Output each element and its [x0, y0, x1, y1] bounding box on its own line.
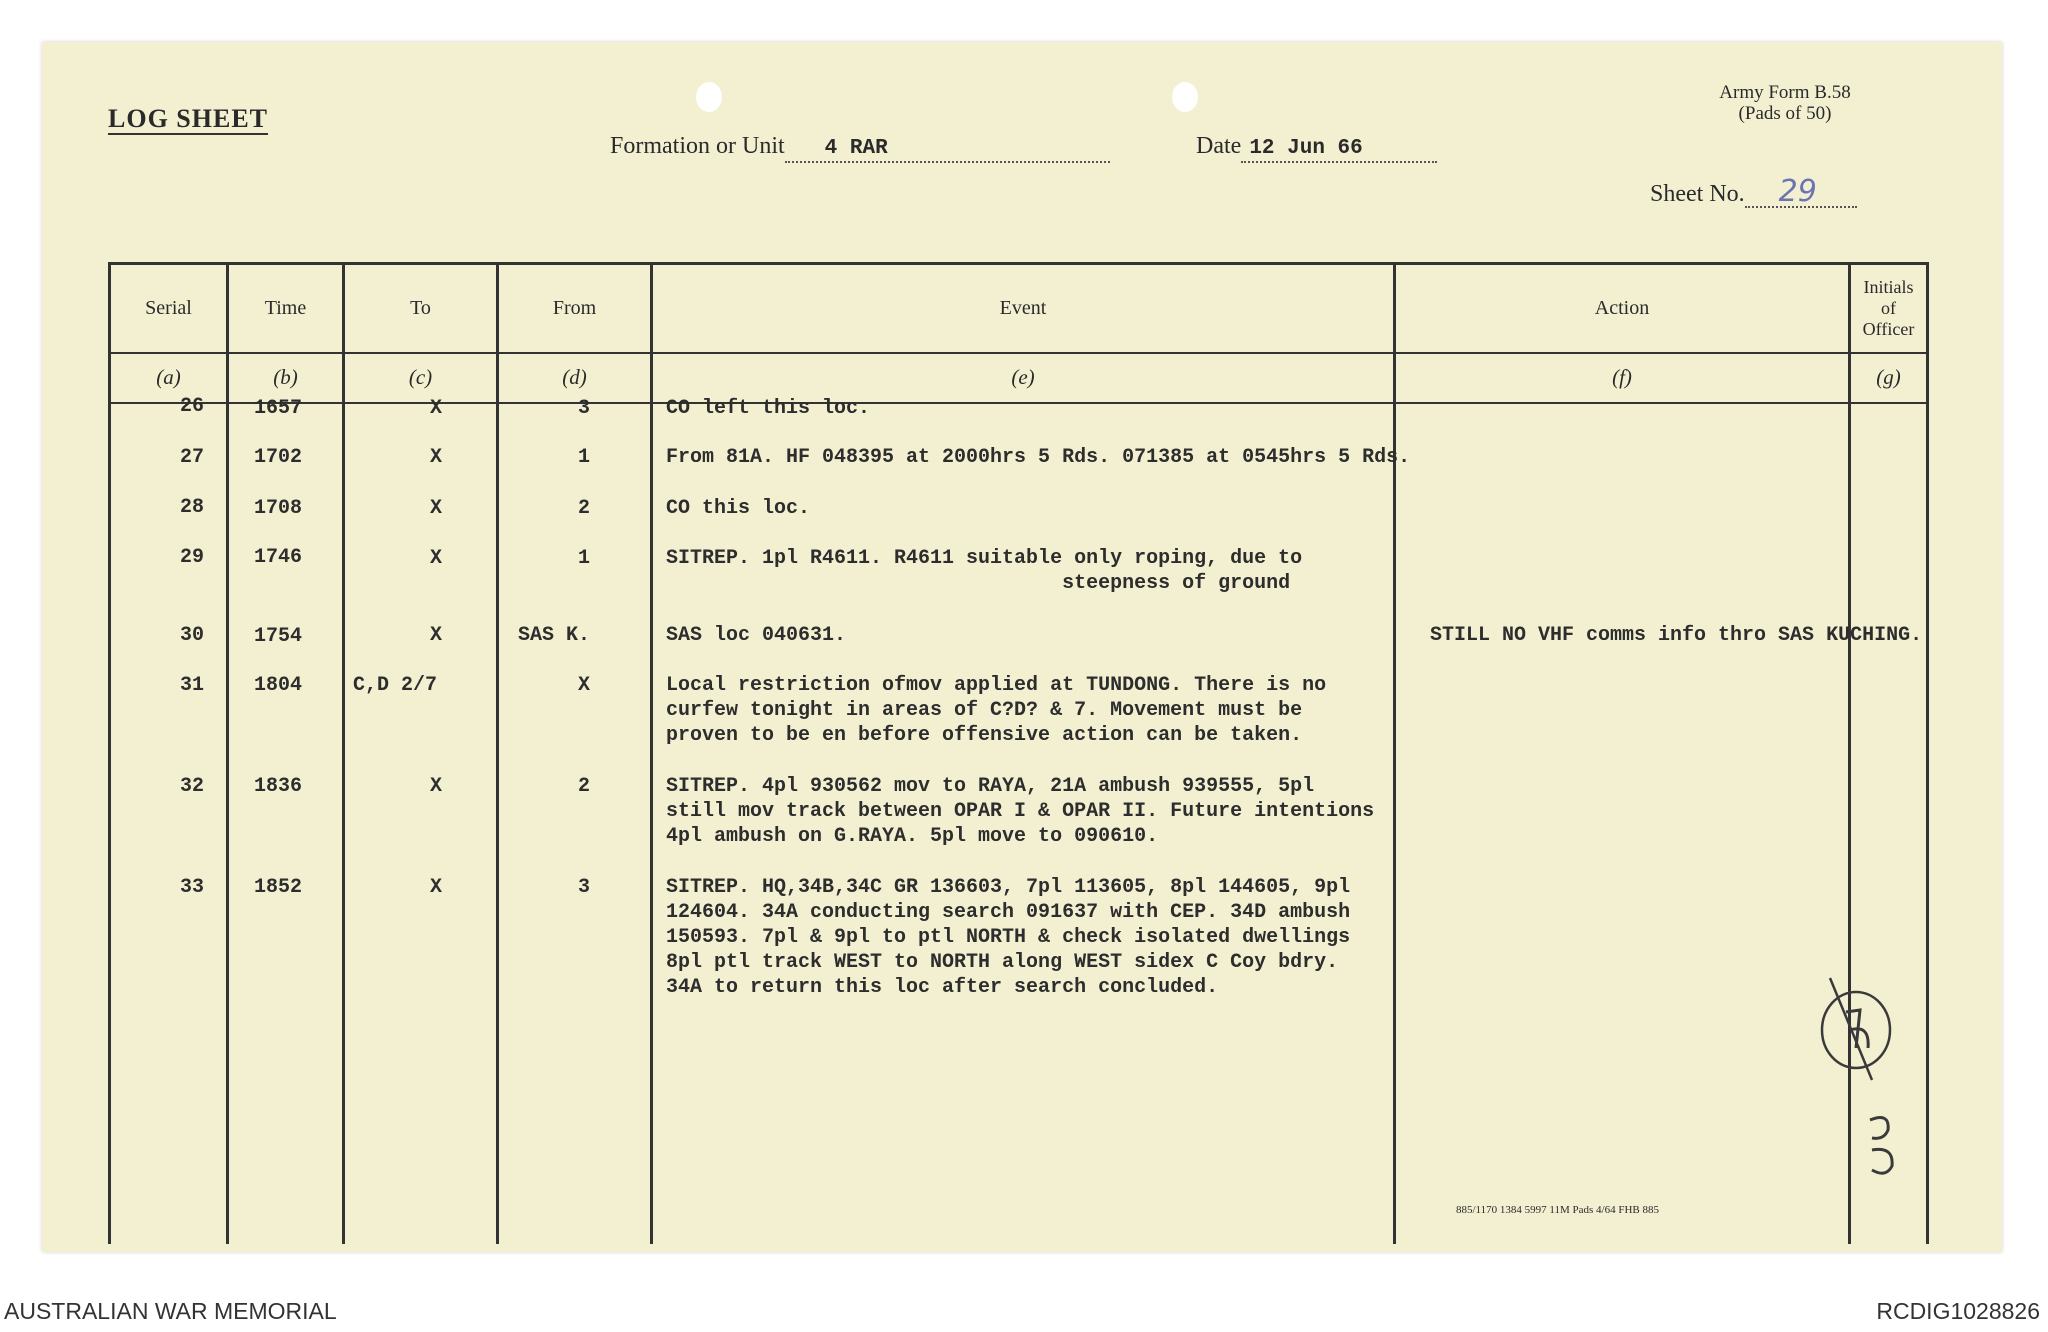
column-letter-b: (b) — [228, 353, 344, 403]
column-header-serial: Serial — [110, 264, 228, 353]
column-header-to: To — [344, 264, 498, 353]
entry-serial: 26 — [179, 395, 204, 418]
sheet-label: Sheet No. — [1650, 181, 1745, 207]
entry-event: From 81A. HF 048395 at 2000hrs 5 Rds. 071385 at 0545hrs 5 Rds. — [666, 446, 1411, 469]
column-letter-a: (a) — [110, 353, 228, 403]
column-header-action: Action — [1395, 264, 1850, 353]
army-form-reference — [1640, 82, 1930, 124]
column-letter-d: (d) — [498, 353, 652, 403]
entry-from: 2 — [577, 775, 590, 798]
entry-time: 1852 — [254, 876, 303, 899]
entry-time: 1746 — [254, 546, 303, 569]
entry-serial: 33 — [179, 876, 204, 899]
column-letter-f: (f) — [1395, 353, 1850, 403]
date-value-line — [1241, 134, 1437, 163]
entry-action: STILL NO VHF comms info thro SAS KUCHING. — [1430, 624, 1923, 647]
sheet-value-line — [1745, 174, 1857, 209]
entry-from: X — [577, 674, 590, 697]
serial-column-body — [110, 403, 228, 1244]
page-number-scribble — [1870, 1118, 1892, 1174]
handwritten-initials-mark — [1810, 970, 1920, 1190]
entry-to: X — [429, 624, 442, 647]
sheet-value: 29 — [1778, 174, 1817, 209]
pads-note: (Pads of 50) — [1738, 103, 1832, 124]
sheet-number-field — [1650, 174, 1857, 209]
archive-id: RCDIG1028826 — [1876, 1298, 2040, 1324]
entry-time: 1836 — [254, 775, 303, 798]
entry-event: Local restriction ofmov applied at TUNDONG. There is no curfew tonight in areas of C?D? & 7. Movement must be proven to be en before offensive action can be taken. — [666, 674, 1327, 747]
column-letter-row — [110, 353, 1928, 403]
entry-time: 1708 — [254, 497, 303, 520]
time-column-body — [228, 403, 344, 1244]
entry-to: X — [429, 775, 442, 798]
column-header-event: Event — [652, 264, 1395, 353]
punch-hole-left — [696, 82, 722, 112]
entry-event: SITREP. 4pl 930562 mov to RAYA, 21A ambush 939555, 5pl still mov track between OPAR I & OPAR II. Future intentions 4pl ambush on G.RAYA. 5pl move to 090610. — [666, 775, 1375, 848]
entry-event: SITREP. HQ,34B,34C GR 136603, 7pl 113605, 8pl 144605, 9pl 124604. 34A conducting search 091637 with CEP. 34D ambush 150593. 7pl & 9pl to ptl NORTH & check isolated dwellings 8pl ptl track WEST to NORTH along WEST sidex C Coy bdry. 34A to return this loc after search concluded. — [666, 876, 1351, 999]
entry-to: X — [429, 547, 442, 570]
army-form-number: Army Form B.58 — [1719, 82, 1851, 103]
date-label: Date — [1196, 133, 1242, 159]
from-column-body — [498, 403, 652, 1244]
entry-from: 2 — [577, 497, 590, 520]
entry-serial: 32 — [179, 775, 204, 798]
column-letter-c: (c) — [344, 353, 498, 403]
column-letter-g: (g) — [1850, 353, 1928, 403]
printer-imprint: 885/1170 1384 5997 11M Pads 4/64 FHB 885 — [1456, 1204, 1660, 1216]
unit-value-line — [785, 134, 1110, 163]
entry-from: 1 — [577, 446, 590, 469]
entry-to: X — [429, 446, 442, 469]
entry-time: 1754 — [254, 625, 303, 648]
entry-serial: 27 — [179, 446, 204, 469]
entry-to: X — [429, 397, 442, 420]
entry-to: X — [429, 876, 442, 899]
entry-time: 1657 — [254, 397, 303, 420]
entry-event: CO this loc. — [666, 497, 811, 520]
column-header-time: Time — [228, 264, 344, 353]
unit-field — [610, 133, 1110, 163]
date-value: 12 Jun 66 — [1249, 137, 1363, 160]
archive-credit: AUSTRALIAN WAR MEMORIAL — [4, 1298, 337, 1324]
entry-from: 1 — [577, 547, 590, 570]
entry-serial: 29 — [179, 546, 204, 569]
unit-value: 4 RAR — [824, 137, 888, 160]
action-column-body — [1395, 403, 1850, 1244]
log-table — [108, 262, 1929, 1244]
to-column-body — [344, 403, 498, 1244]
scribble-mark — [1846, 1010, 1868, 1048]
entry-from: SAS K. — [517, 624, 590, 647]
column-header-row — [110, 264, 1928, 353]
entry-to: C,D 2/7 — [353, 674, 438, 697]
entry-time: 1804 — [254, 674, 303, 697]
column-header-initials: Initials of Officer — [1850, 264, 1928, 353]
entry-event: SITREP. 1pl R4611. R4611 suitable only roping, due to steepness of ground — [666, 547, 1303, 595]
punch-hole-right — [1172, 82, 1198, 112]
entry-event: SAS loc 040631. — [666, 624, 847, 647]
unit-label: Formation or Unit — [610, 133, 785, 159]
entry-event: CO left this loc. — [666, 397, 871, 420]
entry-serial: 31 — [179, 674, 204, 697]
entry-time: 1702 — [254, 446, 303, 469]
form-title: LOG SHEET — [108, 104, 268, 133]
entry-serial: 28 — [179, 496, 204, 519]
column-letter-e: (e) — [652, 353, 1395, 403]
entry-serial: 30 — [179, 624, 204, 647]
entry-from: 3 — [577, 876, 590, 899]
date-field — [1196, 133, 1437, 163]
entry-from: 3 — [577, 397, 590, 420]
column-header-from: From — [498, 264, 652, 353]
entry-to: X — [429, 497, 442, 520]
